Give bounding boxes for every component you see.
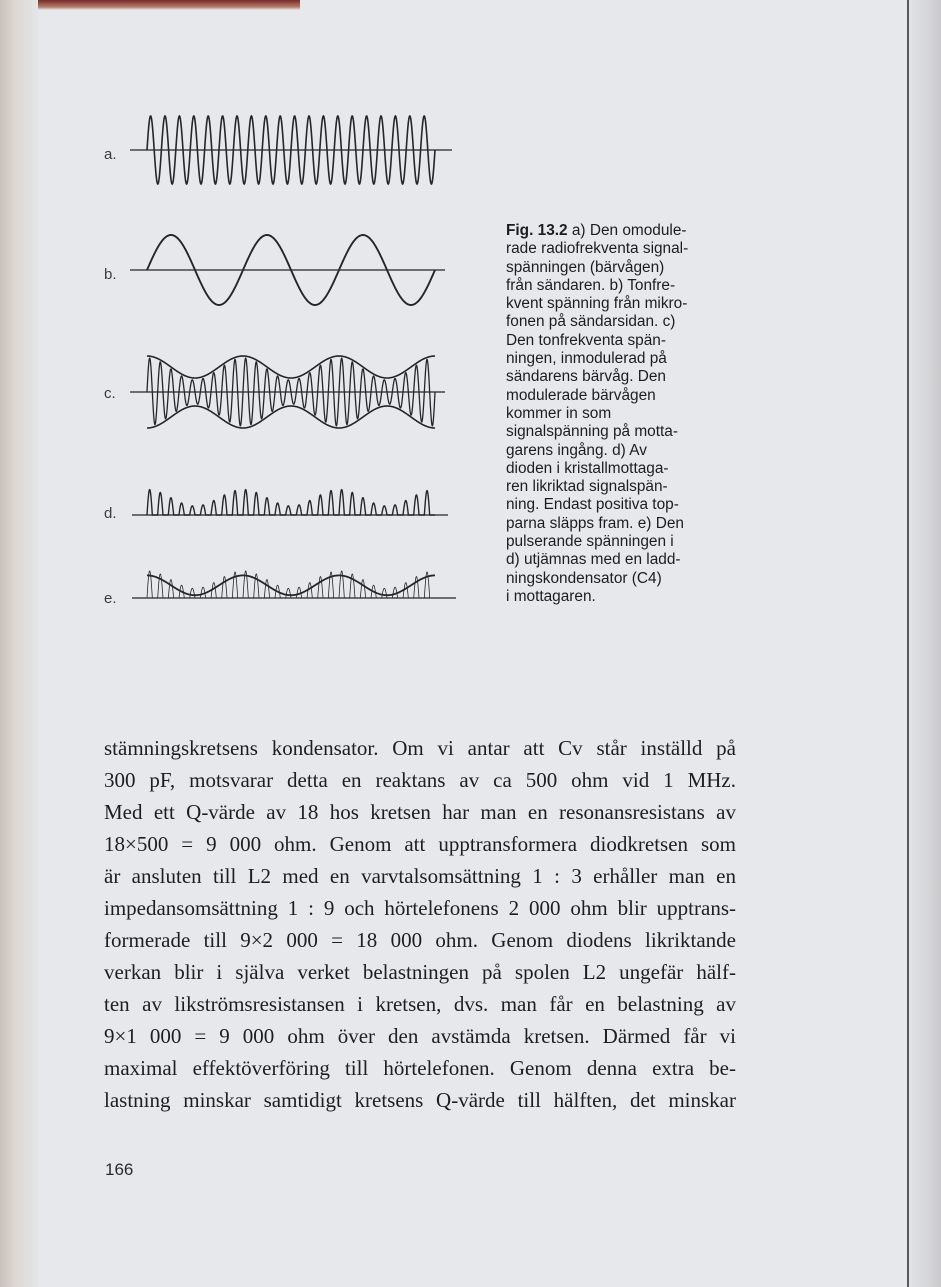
text-line [104, 732, 736, 764]
text-line-content: impedansomsättning 1 : 9 och hörtelefonens 2 000 ohm blir upptrans- [104, 896, 736, 920]
rectified-wave [147, 490, 435, 515]
text-line [104, 828, 736, 860]
text-line-content: stämningskretsens kondensator. Om vi antar att Cv står inställd på [104, 736, 736, 760]
label-e: e. [104, 590, 117, 607]
figure-caption [506, 222, 736, 606]
page-gutter [0, 0, 38, 1287]
modulated-wave [147, 358, 435, 426]
smoothed-wave [147, 575, 435, 595]
waveform-diagram [100, 100, 470, 620]
page-edge [907, 0, 941, 1287]
label-c: c. [104, 385, 116, 402]
envelope-upper [147, 356, 435, 378]
label-d: d. [104, 505, 117, 522]
text-line-content: Med ett Q-värde av 18 hos kretsen har man en resonansresistans av [104, 800, 736, 824]
book-cover-edge [0, 0, 300, 10]
envelope-lower [147, 406, 435, 428]
text-line-content: maximal effektöverföring till hörtelefonen. Genom denna extra be- [104, 1056, 736, 1080]
text-line-content: verkan blir i själva verket belastningen på spolen L2 ungefär hälf- [104, 960, 736, 984]
page-number: 166 [105, 1160, 134, 1179]
text-line [104, 796, 736, 828]
text-line [104, 988, 736, 1020]
text-line-content: 18×500 = 9 000 ohm. Genom att upptransformera diodkretsen som [104, 832, 736, 856]
body-text [104, 732, 736, 1116]
text-line [104, 1052, 736, 1084]
text-line [104, 860, 736, 892]
text-line [104, 924, 736, 956]
text-line-content: 300 pF, motsvarar detta en reaktans av ca 500 ohm vid 1 MHz. [104, 768, 736, 792]
caption-text: a) Den omodule- rade radiofrekventa signal- spänningen (bärvågen) från sändaren. b) Tonfre- kvent spänning från mikro- fonen på sändarsidan. c) Den tonfrekventa spän- ningen, inmodulerad på sändarens bärvåg. Den modulerade bärvågen kommer in som signalspänning på motta- garens ingång. d) Av dioden i kristallmottaga- ren likriktad signalspän- ning. Endast positiva top- parna släpps fram. e) Den pulserande spänningen i d) utjämnas med en ladd- ningskondensator (C4) i mottagaren. [506, 222, 689, 605]
label-b: b. [104, 266, 117, 283]
text-line [104, 1084, 736, 1116]
text-line-content: lastning minskar samtidigt kretsens Q-värde till hälften, det minskar [104, 1088, 736, 1112]
text-line-content: ten av likströmsresistansen i kretsen, dvs. man får en belastning av [104, 992, 736, 1016]
figure-13-2 [100, 100, 470, 620]
text-line [104, 1020, 736, 1052]
text-line-content: är ansluten till L2 med en varvtalsomsättning 1 : 3 erhåller man en [104, 864, 736, 888]
caption-number: Fig. 13.2 [506, 222, 568, 239]
carrier-wave [147, 116, 435, 184]
text-line-content: 9×1 000 = 9 000 ohm över den avstämda kretsen. Därmed får vi [104, 1024, 736, 1048]
text-line [104, 892, 736, 924]
label-a: a. [104, 146, 117, 163]
text-line-content: formerade till 9×2 000 = 18 000 ohm. Genom diodens likriktande [104, 928, 736, 952]
text-line [104, 764, 736, 796]
text-line [104, 956, 736, 988]
